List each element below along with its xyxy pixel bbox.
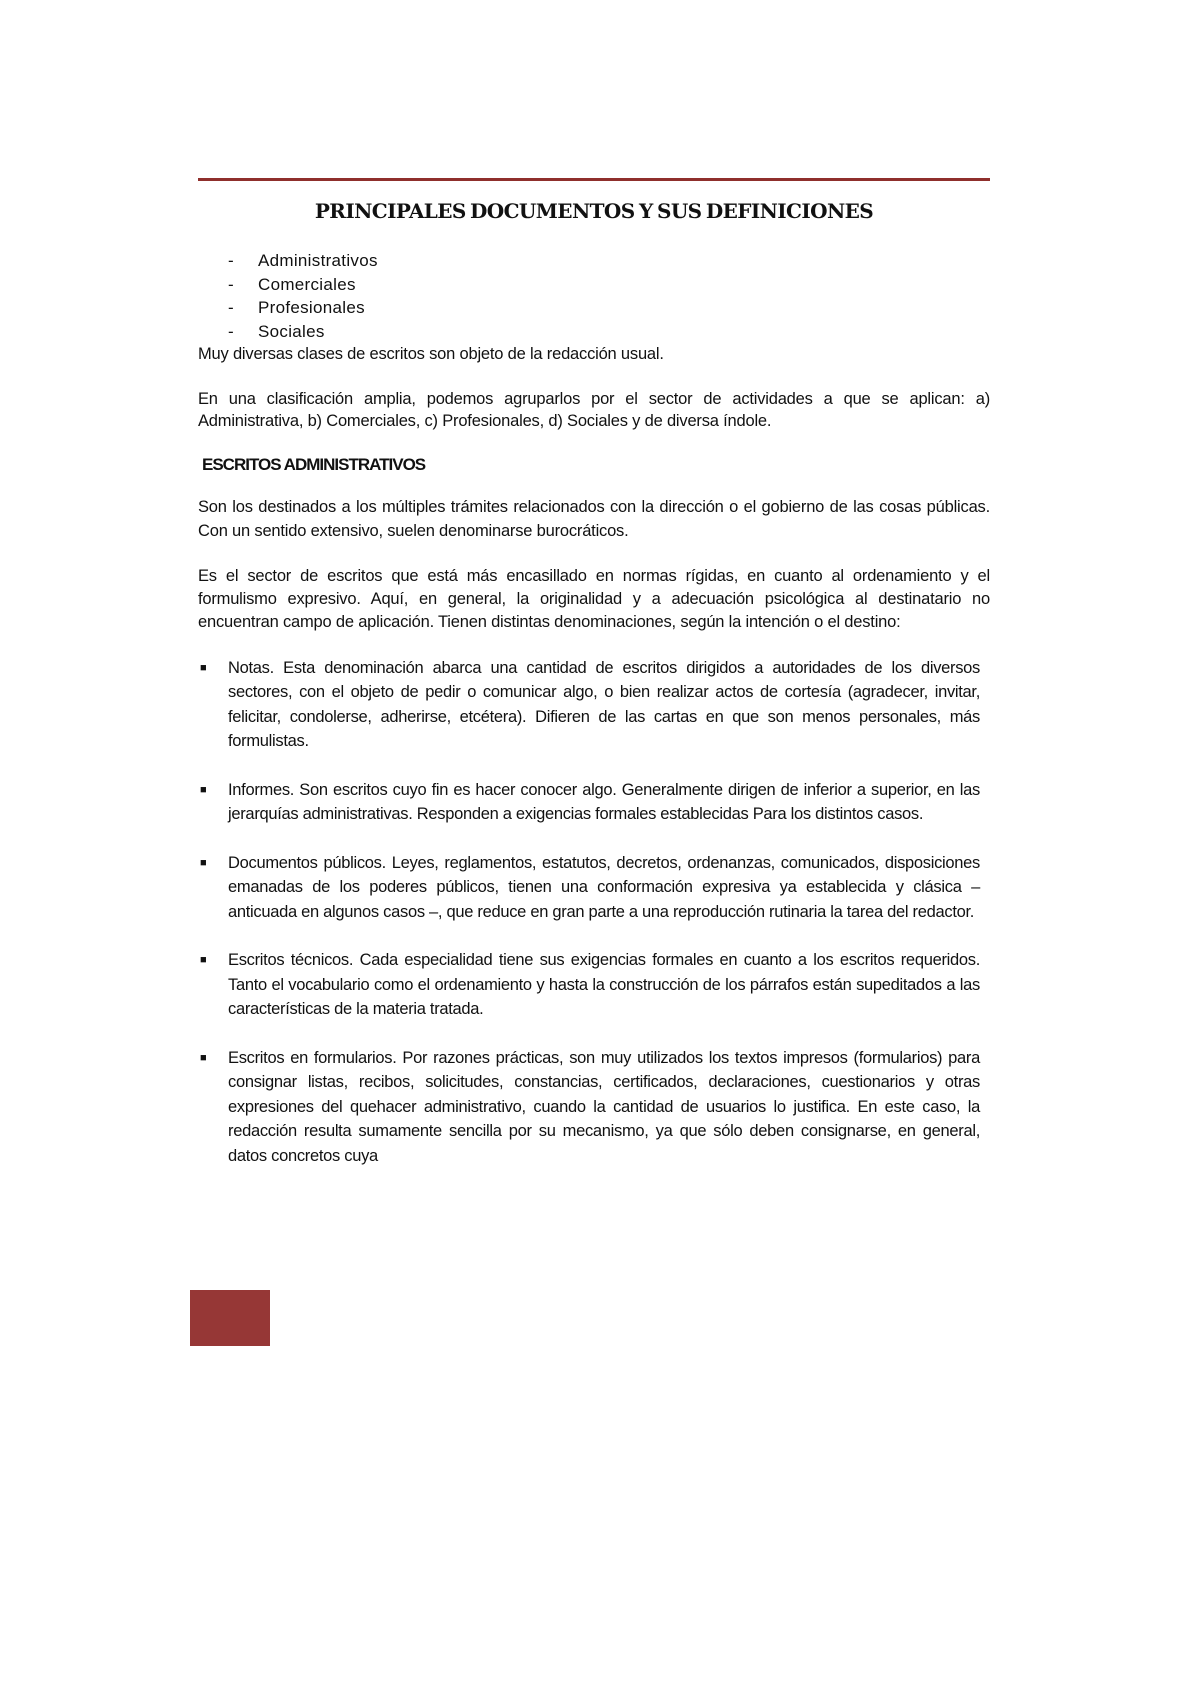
document-title: PRINCIPALES DOCUMENTOS Y SUS DEFINICIONES bbox=[314, 199, 874, 223]
list-item-text: Informes. Son escritos cuyo fin es hacer conocer algo. Generalmente dirigen de inferior a superior, en las jerarquías administrativas. Responden a exigencias formales establecidas Para los distintos casos. bbox=[228, 780, 980, 823]
page-content bbox=[198, 178, 990, 1168]
dash-marker: - bbox=[228, 251, 234, 270]
definition-paragraph: Son los destinados a los múltiples trámites relacionados con la dirección o el gobierno de las cosas públicas. Con un sentido extensivo, suelen denominarse burocráticos. bbox=[198, 497, 990, 540]
category-label: Administrativos bbox=[258, 251, 378, 270]
square-bullet-icon: ■ bbox=[200, 661, 207, 674]
category-label: Comerciales bbox=[258, 274, 356, 294]
document-types-list bbox=[198, 656, 990, 1169]
square-bullet-icon: ■ bbox=[200, 954, 207, 966]
category-item bbox=[228, 249, 990, 273]
square-bullet-icon: ■ bbox=[200, 856, 207, 869]
section-heading: ESCRITOS ADMINISTRATIVOS bbox=[202, 454, 426, 474]
footer-color-block bbox=[190, 1290, 270, 1346]
list-item bbox=[198, 851, 990, 925]
square-bullet-icon: ■ bbox=[200, 783, 207, 796]
category-item bbox=[228, 320, 990, 344]
classification-paragraph: En una clasificación amplia, podemos agruparlos por el sector de actividades a que se aplican: a) Administrativa, b) Comerciales, c) Profesionales, d) Sociales y de diversa índole. bbox=[198, 389, 990, 430]
dash-marker: - bbox=[228, 321, 234, 341]
description-paragraph: Es el sector de escritos que está más encasillado en normas rígidas, en cuanto al ordenamiento y el formulismo expresivo. Aquí, en general, la originalidad y a adecuación psicológica al destinatario no encuentran campo de aplicación. Tienen distintas denominaciones, según la intención o el destino: bbox=[198, 566, 990, 631]
category-list bbox=[198, 249, 990, 343]
list-item bbox=[198, 1046, 990, 1169]
list-item-text: Escritos técnicos. Cada especialidad tiene sus exigencias formales en cuanto a los escritos requeridos. Tanto el vocabulario como el ordenamiento y hasta la construcción de los párrafos están supeditados a las características de la materia tratada. bbox=[228, 951, 980, 1018]
list-item bbox=[198, 656, 990, 754]
list-item-text: Notas. Esta denominación abarca una cantidad de escritos dirigidos a autoridades de los diversos sectores, con el objeto de pedir o comunicar algo, o bien realizar actos de cortesía (agradecer, invitar, felicitar, condolerse, adherirse, etcétera). Difieren de las cartas en que son menos personales, más formulistas. bbox=[228, 658, 980, 750]
category-label: Profesionales bbox=[258, 298, 365, 317]
dash-marker: - bbox=[228, 274, 234, 294]
top-rule bbox=[198, 178, 990, 181]
intro-paragraph: Muy diversas clases de escritos son objeto de la redacción usual. bbox=[198, 345, 664, 363]
list-item-text: Documentos públicos. Leyes, reglamentos, estatutos, decretos, ordenanzas, comunicados, disposiciones emanadas de los poderes públicos, tienen una conformación expresiva ya establecida y clásica – anticuada en algunos casos –, que reduce en gran parte a una reproducción rutinaria la tarea del redactor. bbox=[228, 853, 980, 921]
dash-marker: - bbox=[228, 298, 234, 317]
square-bullet-icon: ■ bbox=[200, 1051, 207, 1064]
category-label: Sociales bbox=[258, 321, 325, 341]
category-item bbox=[228, 296, 990, 320]
category-item bbox=[228, 273, 990, 297]
list-item-text: Escritos en formularios. Por razones prácticas, son muy utilizados los textos impresos (formularios) para consignar listas, recibos, solicitudes, constancias, certificados, declaraciones, cuestionarios y otras expresiones del quehacer administrativo, cuando la cantidad de usuarios lo justifica. En este caso, la redacción resulta sumamente sencilla por su mecanismo, ya que sólo deben consignarse, en general, datos concretos cuya bbox=[228, 1048, 980, 1165]
list-item bbox=[198, 948, 990, 1022]
list-item bbox=[198, 778, 990, 827]
